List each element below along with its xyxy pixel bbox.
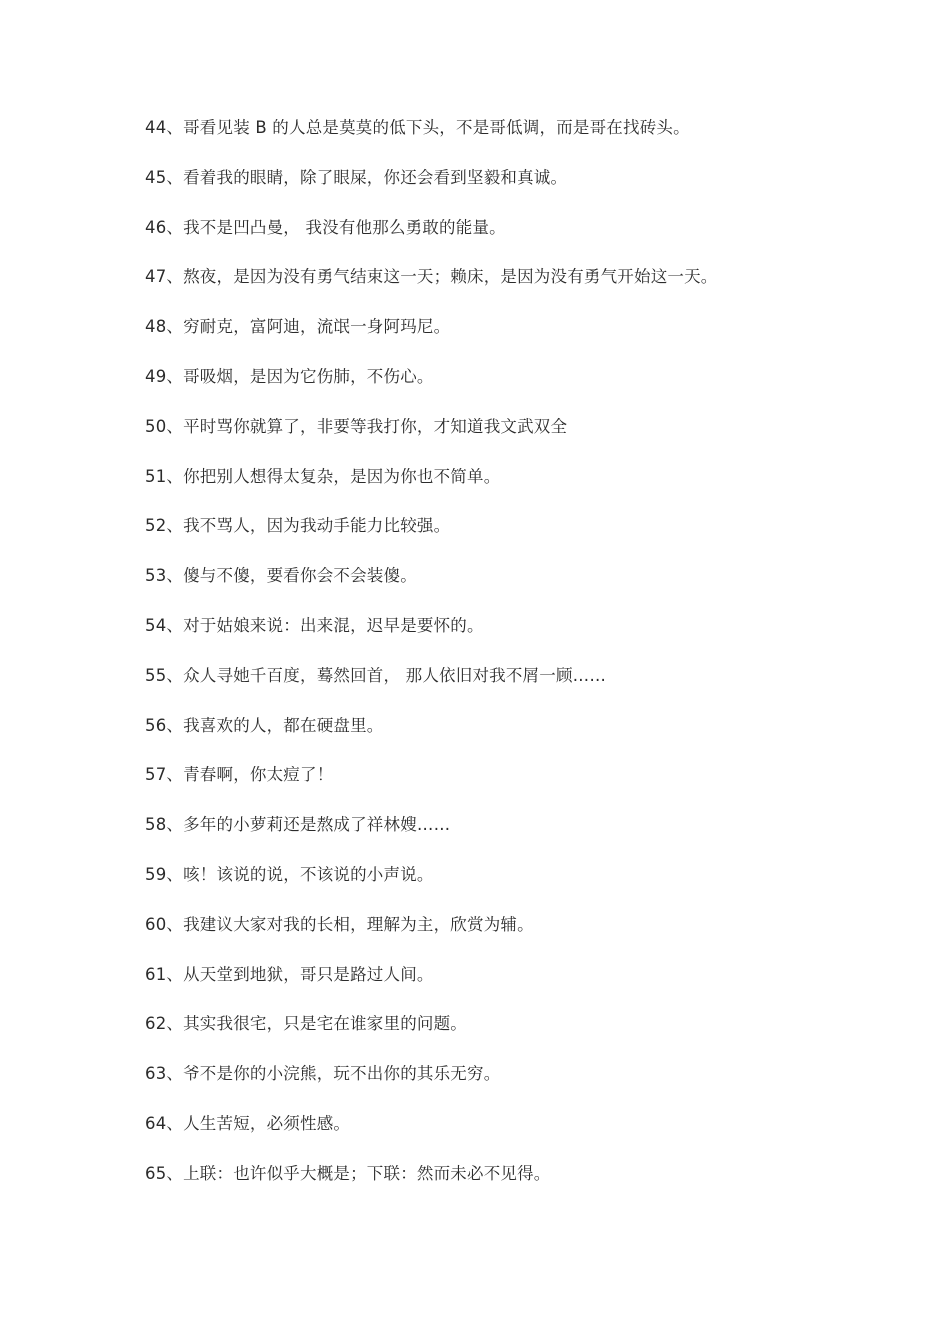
list-item: 55、众人寻她千百度，蓦然回首， 那人依旧对我不屑一顾……	[145, 665, 607, 685]
list-item: 44、哥看见装 B 的人总是莫莫的低下头，不是哥低调，而是哥在找砖头。	[145, 118, 690, 137]
list-item: 59、咳！该说的说，不该说的小声说。	[145, 864, 434, 884]
list-item: 50、平时骂你就算了，非要等我打你，才知道我文武双全	[145, 416, 568, 436]
list-item: 56、我喜欢的人，都在硬盘里。	[145, 715, 384, 735]
list-item: 53、傻与不傻，要看你会不会装傻。	[145, 566, 417, 586]
list-item: 60、我建议大家对我的长相，理解为主，欣赏为辅。	[145, 914, 534, 934]
list-item: 48、穷耐克，富阿迪，流氓一身阿玛尼。	[145, 317, 451, 337]
quote-list	[145, 114, 905, 1210]
list-item: 51、你把别人想得太复杂，是因为你也不简单。	[145, 466, 501, 486]
list-item: 65、上联：也许似乎大概是；下联：然而未必不见得。	[145, 1163, 551, 1183]
list-item: 49、哥吸烟，是因为它伤肺，不伤心。	[145, 366, 434, 386]
list-item: 46、我不是凹凸曼， 我没有他那么勇敢的能量。	[145, 217, 506, 237]
list-item: 57、青春啊，你太痘了！	[145, 765, 334, 785]
list-item: 61、从天堂到地狱，哥只是路过人间。	[145, 964, 434, 984]
list-item: 52、我不骂人，因为我动手能力比较强。	[145, 516, 451, 536]
list-item: 54、对于姑娘来说：出来混，迟早是要怀的。	[145, 615, 484, 635]
list-item: 64、人生苦短，必须性感。	[145, 1113, 351, 1133]
list-item: 58、多年的小萝莉还是熬成了祥林嫂……	[145, 815, 451, 835]
list-item: 62、其实我很宅，只是宅在谁家里的问题。	[145, 1014, 467, 1034]
list-item: 63、爷不是你的小浣熊，玩不出你的其乐无穷。	[145, 1064, 501, 1084]
list-item: 45、看着我的眼睛，除了眼屎，你还会看到坚毅和真诚。	[145, 167, 568, 187]
list-item: 47、熬夜，是因为没有勇气结束这一天；赖床，是因为没有勇气开始这一天。	[145, 267, 718, 287]
